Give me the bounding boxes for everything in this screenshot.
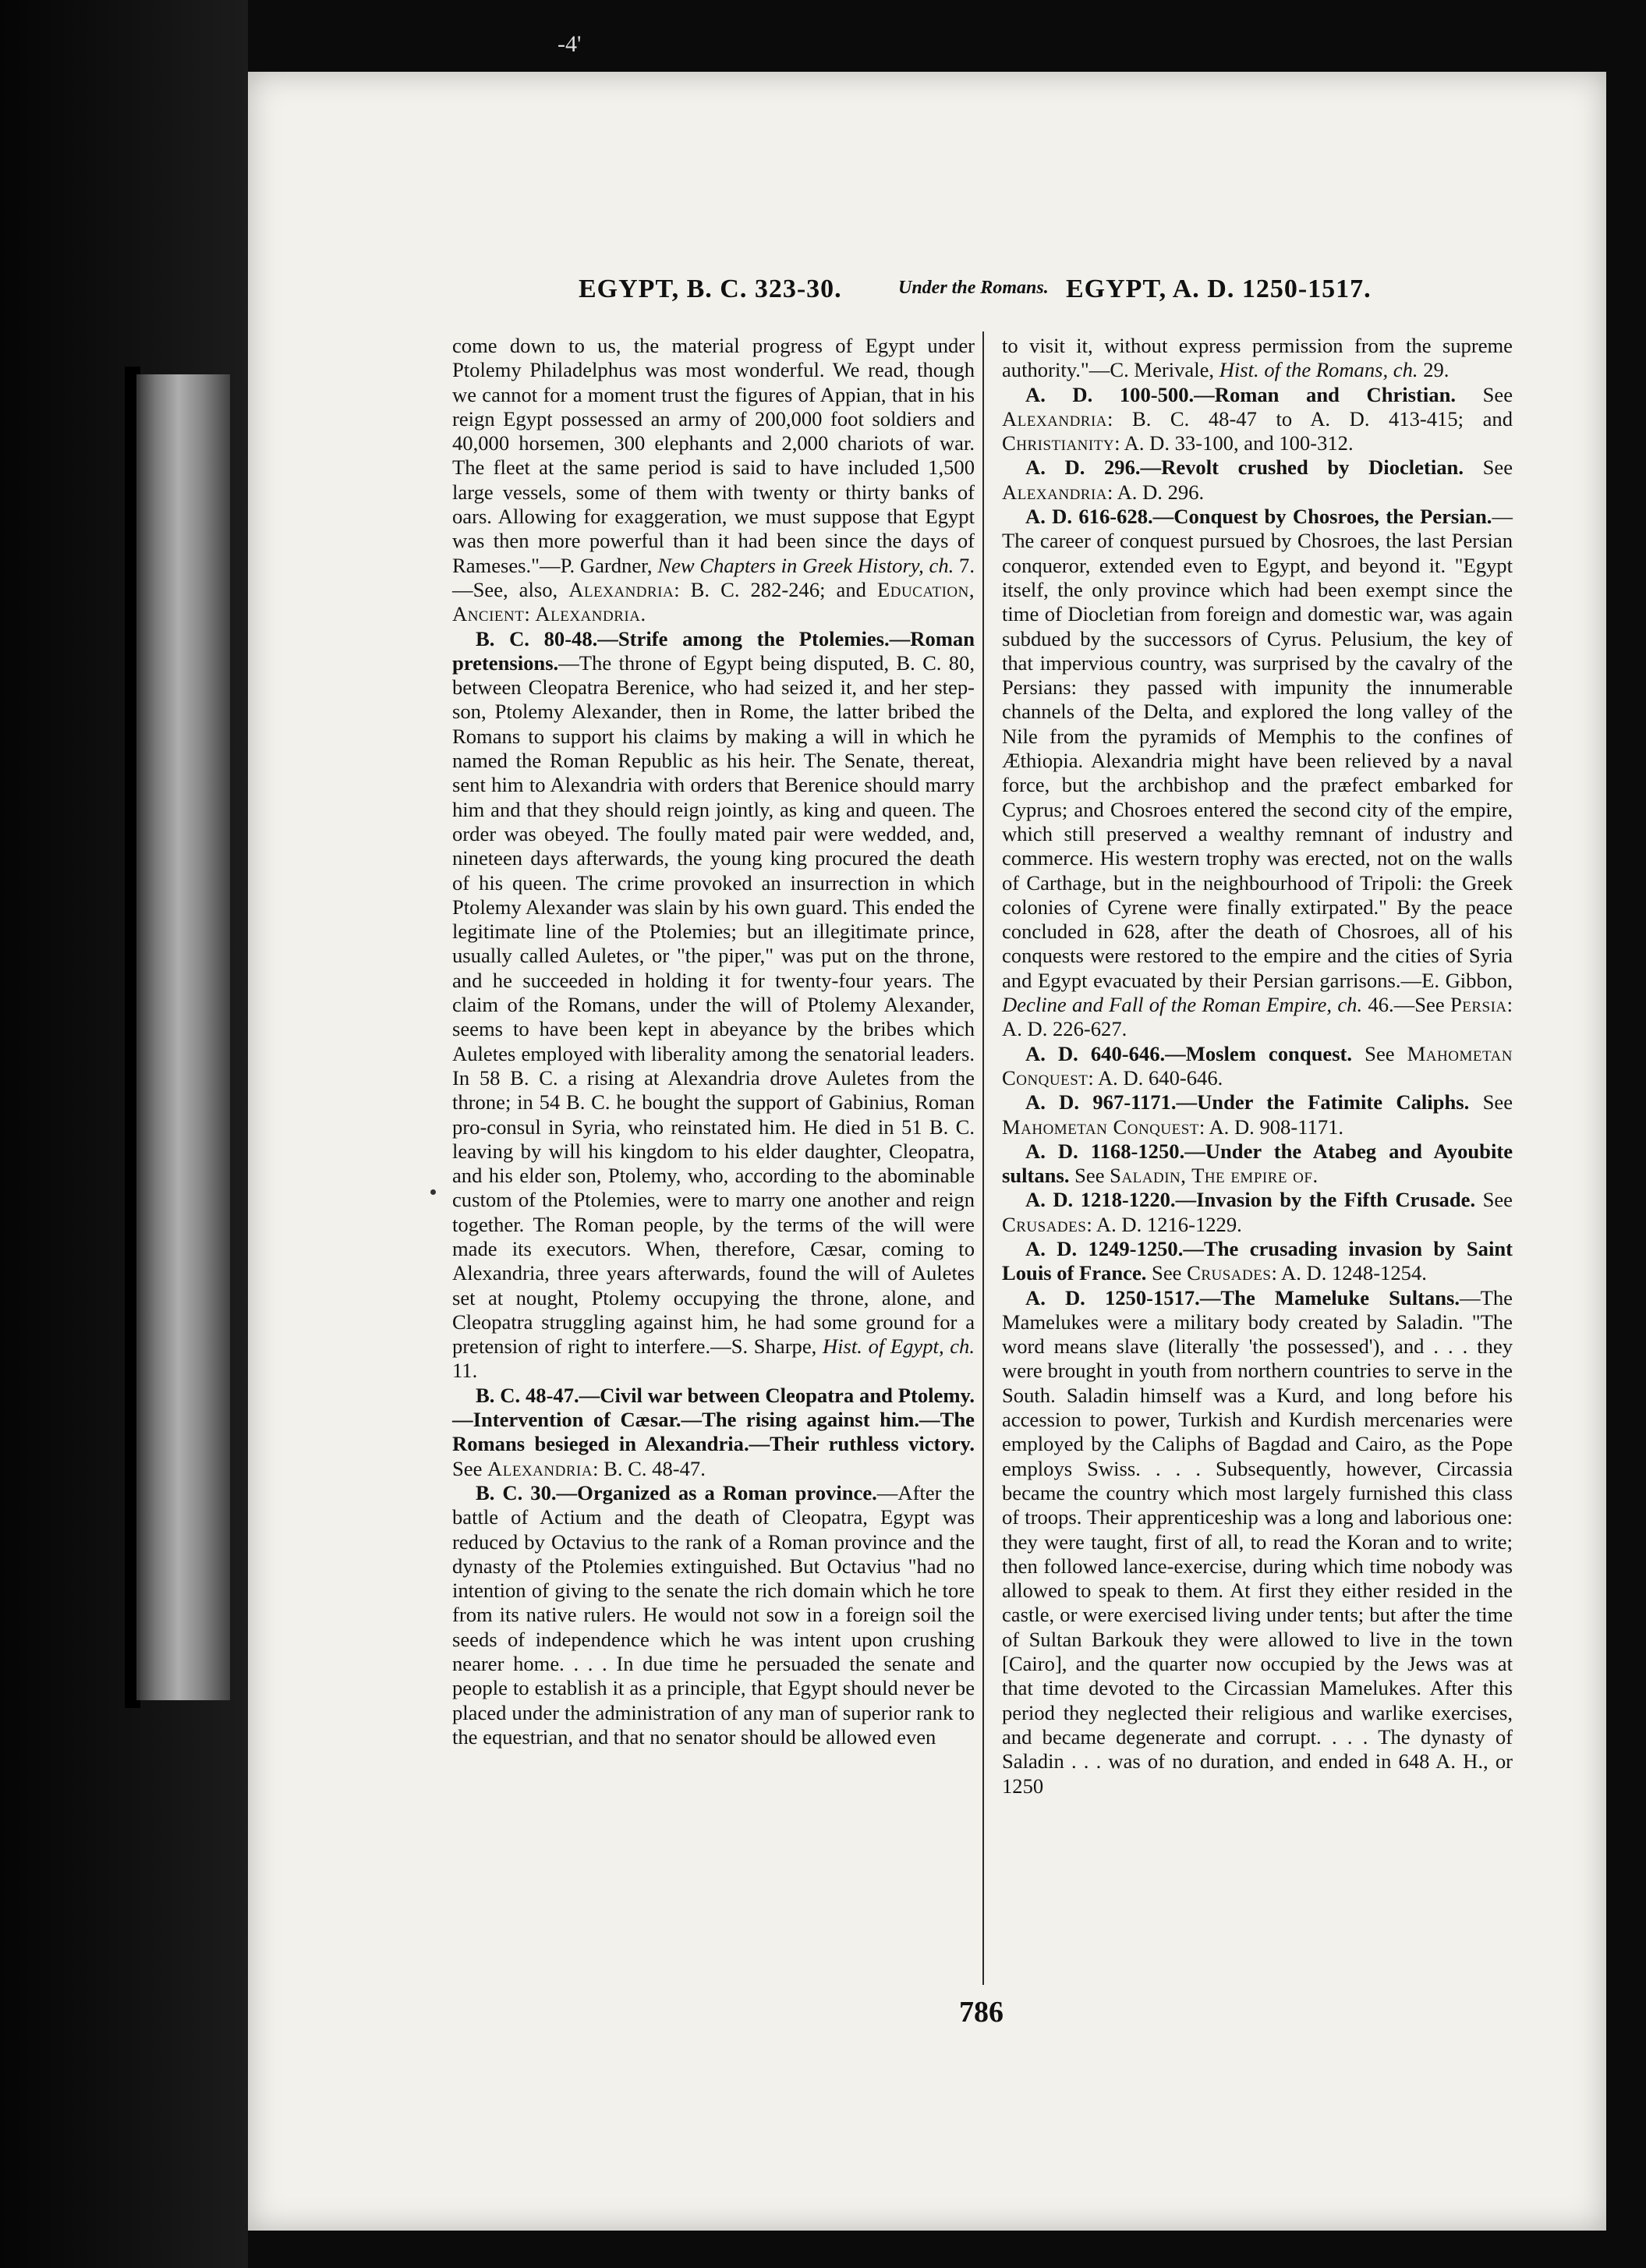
entry-heading: B. C. 30.—Organized as a Roman province.: [476, 1480, 877, 1504]
entry-heading: B. C. 48-47.—Civil war between Cleopatra and Ptolemy.—Intervention of Cæsar.—The rising against him.—The Romans besieged in Alexandria.—Their ruthless victory.: [452, 1383, 975, 1456]
right-column-paragraph: [1002, 1286, 1513, 1798]
citation-title: Decline and Fall of the Roman Empire, ch.: [1002, 993, 1363, 1017]
entry-heading: A. D. 640-646.—Moslem conquest.: [1025, 1041, 1353, 1065]
body-text: : A. D. 908-1171.: [1198, 1115, 1344, 1139]
body-text: : B. C. 48-47 to A. D. 413-415; and: [1107, 406, 1513, 431]
body-text: —The throne of Egypt being disputed, B. C. 80, between Cleopatra Berenice, who had seized it, and her step-son, Ptolemy Alexander, then in Rome, the latter bribed the Romans to support his claims by making a will in which he named the Roman Republic as his heir. The Senate, thereat, sent him to Alexandria with orders that Berenice should marry him and that they should reign jointly, as king and queen. The order was obeyed. The foully mated pair were wedded, and, nineteen days afterwards, the young king procured the death of his queen. The crime provoked an insurrection in which Ptolemy Alexander was slain by his own guard. This ended the legitimate line of the Ptolemies; but an illegitimate prince, usually called Auletes, or "the piper," was put on the throne, and he succeeded in holding it for twenty-four years. The claim of the Romans, under the will of Ptolemy Alexander, seems to have been kept in abeyance by the bribes which Auletes employed with liberality among the senatorial leaders. In 58 B. C. a rising at Alexandria drove Auletes from the throne; in 54 B. C. he bought the support of Gabinius, Roman pro-consul in Syria, who reinstated him. He died in 51 B. C. leaving by will his kingdom to his elder daughter, Cleopatra, and his elder son, Ptolemy, who, according to the abominable custom of the Ptolemies, were to marry one another and reign together. The Roman people, by the terms of the will were made its executors. When, therefore, Cæsar, coming to Alexandria, three years afterwards, found the will of Auletes set at nought, Ptolemy occupying the throne, alone, and Cleopatra struggling against him, he had some ground for a pretension of right to interfere.—S. Sharpe,: [452, 650, 975, 1359]
right-column: [1002, 334, 1513, 1798]
right-column-paragraph: [1002, 505, 1513, 1042]
body-text: See: [1456, 382, 1513, 406]
cross-reference: Crusades: [1002, 1212, 1087, 1236]
body-text: See: [1469, 1090, 1513, 1115]
citation-title: Hist. of Egypt, ch.: [822, 1334, 975, 1359]
body-text: 11.: [452, 1359, 478, 1383]
right-column-paragraph: [1002, 1090, 1513, 1139]
body-text: : A. D. 1248-1254.: [1271, 1261, 1427, 1285]
cross-reference: Alexandria: [1002, 480, 1108, 504]
body-text: : A. D. 33-100, and 100-312.: [1114, 431, 1354, 455]
body-text: See: [1352, 1041, 1407, 1065]
body-text: —The Mamelukes were a military body created by Saladin. "The word means slave (literally 'the possessed'), and . . . they were brought in youth from northern countries to serve in the South. Saladin himself was a Kurd, and long before his accession to power, Turkish and Kurdish mercenaries were employed by the Caliphs of Bagdad and Cairo, as the Pope employs Swiss. . . . Subsequently, however, Circassia became the country which most largely furnished this class of troops. Their apprenticeship was a long and laborious one: they were taught, first of all, to read the Koran and to write; then followed lance-exercise, during which time nobody was allowed to speak to them. At first they either resided in the castle, or were exercised living under tents; but after the time of Sultan Barkouk they were allowed to live in the town [Cairo], and the quarter now occupied by the Jews was at that time devoted to the Circassian Mamelukes. After this period they neglected their religious and warlike exercises, and became degenerate and corrupt. . . . The dynasty of Saladin . . . was of no duration, and ended in 648 A. H., or 1250: [1002, 1285, 1513, 1798]
cross-reference: Crusades: [1187, 1261, 1272, 1285]
entry-heading: B. C. 80-48.—Strife among the Ptolemies.—Roman pretensions.: [452, 626, 975, 675]
body-text: : A. D. 640-646.: [1088, 1065, 1223, 1090]
left-column-paragraph: [452, 627, 975, 1384]
right-column-paragraph: [1002, 334, 1513, 383]
entry-heading: A. D. 1218-1220.—Invasion by the Fifth Crusade.: [1025, 1188, 1476, 1212]
entry-heading: A. D. 296.—Revolt crushed by Diocletian.: [1025, 455, 1464, 480]
body-text: : B. C. 48-47.: [593, 1456, 706, 1480]
cross-reference: Christianity: [1002, 431, 1115, 455]
entry-heading: A. D. 1249-1250.—The crusading invasion by Saint Louis of France.: [1002, 1236, 1513, 1285]
body-text: —The career of conquest pursued by Chosroes, the last Persian conqueror, extended even to Egypt, and beyond it. "Egypt itself, the only province which had been exempt since the time of Diocletian from foreign and domestic war, was again subdued by the successors of Cyrus. Pelusium, the key of that impervious country, was surprised by the cavalry of the Persians: they passed with impunity the innumerable channels of the Delta, and explored the long valley of the Nile from the pyramids of Memphis to the confines of Æthiopia. Alexandria might have been relieved by a naval force, but the archbishop and the præfect embarked for Cyprus; and Chosroes entered the second city of the empire, which still preserved a wealthy remnant of industry and commerce. His western trophy was erected, not on the walls of Carthage, but in the neighbourhood of Tripoli: the Greek colonies of Cyrene were finally extirpated." By the peace concluded in 628, after the death of Chosroes, all of his conquests were restored to the empire and the cities of Syria and Egypt evacuated by their Persian garrisons.—E. Gibbon,: [1002, 505, 1513, 992]
body-text: 7.—See, also,: [452, 553, 975, 601]
entry-heading: A. D. 1168-1250.—Under the Atabeg and Ayoubite sultans.: [1002, 1139, 1513, 1188]
header-left: EGYPT, B. C. 323-30.: [579, 275, 842, 303]
column-rule: [982, 331, 984, 1985]
cross-reference: Alexandria: [487, 1456, 593, 1480]
body-text: : A. D. 296.: [1107, 480, 1205, 504]
running-header: [579, 275, 1397, 310]
body-text: See: [1475, 1188, 1513, 1212]
right-column-paragraph: [1002, 383, 1513, 456]
citation-title: Hist. of the Romans, ch.: [1219, 358, 1418, 382]
body-text: See: [1146, 1261, 1188, 1285]
right-column-paragraph: [1002, 1188, 1513, 1237]
film-edge-strip: [136, 374, 230, 1700]
entry-heading: A. D. 1250-1517.—The Mameluke Sultans.: [1025, 1285, 1460, 1309]
body-text: : A. D. 1216-1229.: [1086, 1212, 1242, 1236]
right-column-paragraph: [1002, 1139, 1513, 1189]
body-text: See: [452, 1456, 488, 1480]
cross-reference: Alexandria: [568, 577, 674, 601]
body-text: :: [524, 602, 536, 626]
cross-reference: Persia: [1450, 993, 1507, 1017]
cross-reference: Mahometan Conquest: [1002, 1041, 1513, 1090]
cross-reference: Saladin, The empire of: [1110, 1164, 1313, 1188]
right-column-paragraph: [1002, 455, 1513, 505]
left-column: [452, 334, 975, 1749]
header-center: Under the Romans.: [898, 278, 1049, 298]
body-text: See: [1069, 1164, 1110, 1188]
page-number: 786: [959, 1996, 1004, 2029]
left-column-paragraph: [452, 334, 975, 627]
left-column-paragraph: [452, 1384, 975, 1481]
body-text: .: [640, 602, 646, 626]
right-column-paragraph: [1002, 1237, 1513, 1286]
body-text: come down to us, the material progress of Egypt under Ptolemy Philadelphus was most wonderful. We read, though we cannot for a moment trust the figures of Appian, that in his reign Egypt possessed an army of 200,000 foot soldiers and 40,000 horsemen, 300 elephants and 2,000 chariots of war. The fleet at the same period is said to have included 1,500 large vessels, some of them with twenty or thirty banks of oars. Allowing for exaggeration, we must suppose that Egypt was then more powerful than it had been since the days of Rameses."—P. Gardner,: [452, 334, 975, 577]
margin-mark: [430, 1189, 436, 1195]
cross-reference: Alexandria: [1002, 406, 1108, 431]
entry-heading: A. D. 100-500.—Roman and Christian.: [1025, 382, 1457, 406]
left-column-paragraph: [452, 1481, 975, 1749]
body-text: —After the battle of Actium and the death of Cleopatra, Egypt was reduced by Octavius to the rank of a Roman province and the dynasty of the Ptolemies extinguished. But Octavius "had no intention of giving to the senate the rich domain which he tore from its native rulers. He would not sow in a foreign soil the seeds of independence which he was intent upon crushing nearer home. . . . In due time he persuaded the senate and people to establish it as a principle, that Egypt should never be placed under the administration of any man of superior rank to the equestrian, and that no senator should be allowed even: [452, 1480, 975, 1749]
body-text: 29.: [1418, 358, 1450, 382]
body-text: See: [1463, 455, 1513, 480]
body-text: 46.—See: [1362, 993, 1450, 1017]
right-column-paragraph: [1002, 1042, 1513, 1091]
cross-reference: Education, Ancient: [452, 577, 975, 626]
cross-reference: Mahometan Conquest: [1002, 1115, 1199, 1139]
body-text: : A. D. 226-627.: [1002, 993, 1513, 1041]
header-right: EGYPT, A. D. 1250-1517.: [1066, 275, 1372, 303]
entry-heading: A. D. 967-1171.—Under the Fatimite Caliphs.: [1025, 1090, 1470, 1115]
body-text: .: [1312, 1164, 1319, 1188]
citation-title: New Chapters in Greek History, ch.: [657, 553, 954, 577]
entry-heading: A. D. 616-628.—Conquest by Chosroes, the Persian.: [1025, 505, 1492, 529]
corner-mark: -4': [558, 31, 582, 57]
body-text: to visit it, without express permission from the supreme authority."—C. Merivale,: [1002, 334, 1513, 382]
cross-reference: Alexandria: [535, 602, 641, 626]
body-text: : B. C. 282-246; and: [674, 577, 877, 601]
